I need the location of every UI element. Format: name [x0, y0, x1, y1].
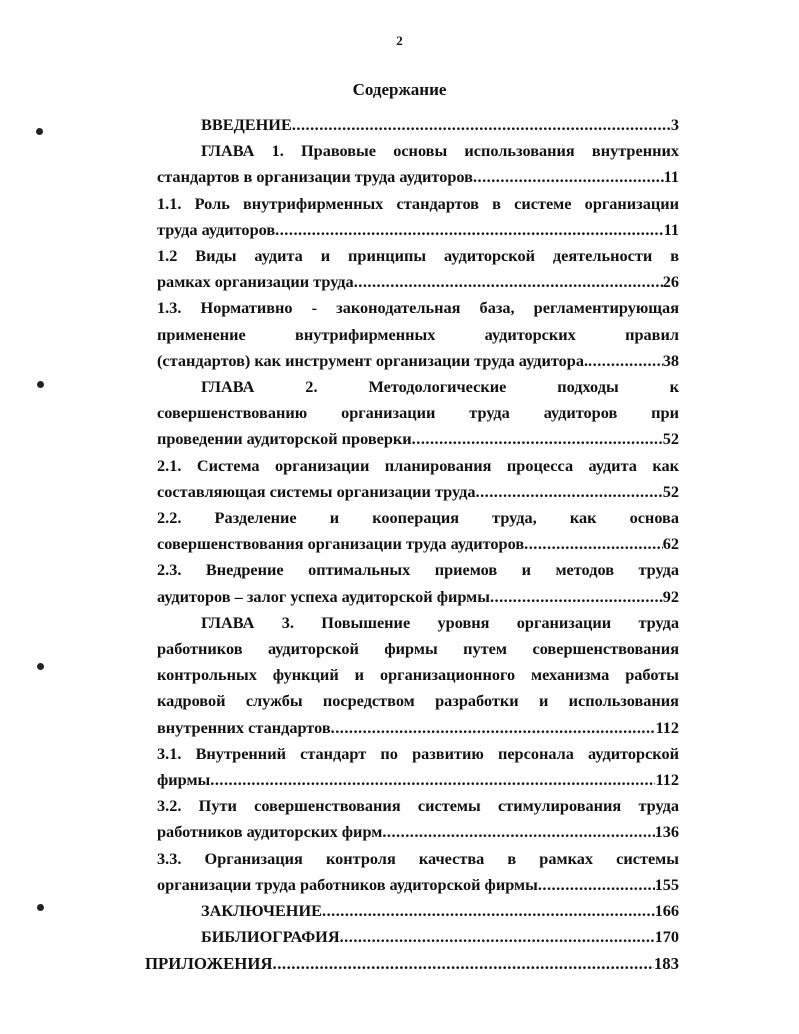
toc-entry-title: труда аудиторов — [157, 219, 276, 239]
toc-entry-title: ЗАКЛЮЧЕНИЕ — [201, 901, 322, 921]
toc-entry-line: 2.3. Внедрение оптимальных приемов и методов труда — [157, 560, 679, 580]
toc-entry-line: кадровой службы посредством разработки и использования — [157, 691, 679, 711]
toc-page-number: 3 — [670, 115, 679, 134]
toc-entry-line: 1.2 Виды аудита и принципы аудиторской деятельности в — [157, 246, 679, 266]
dot-leader — [340, 924, 655, 950]
toc-entry — [157, 505, 679, 557]
toc-entry — [157, 138, 679, 190]
toc-entry-line: ГЛАВА 1. Правовые основы использования внутренних — [201, 141, 679, 161]
toc-entry — [157, 557, 679, 609]
toc-entry-line: 2.1. Система организации планирования процесса аудита как — [157, 455, 679, 475]
toc-entry-title: стандартов в организации труда аудиторов — [157, 167, 473, 187]
toc-entry-title: (стандартов) как инструмент организации труда аудитора. — [157, 350, 589, 370]
toc-page-number: 62 — [662, 534, 679, 554]
dot-leader — [476, 479, 663, 505]
toc-entry-title: аудиторов – залог успеха аудиторской фирмы — [157, 586, 490, 606]
toc-entry — [145, 951, 679, 977]
toc-entry — [157, 453, 679, 505]
toc-entry-title: работников аудиторских фирм — [157, 822, 383, 842]
toc-entry — [157, 243, 679, 295]
toc-entry-line: 1.1. Роль внутрифирменных стандартов в системе организации — [157, 193, 679, 213]
toc-entry — [157, 610, 679, 741]
toc-entry-line: работников аудиторской фирмы путем совершенствования — [157, 639, 679, 659]
page-title: Содержание — [352, 80, 447, 99]
toc-entry-title: ПРИЛОЖЕНИЯ — [145, 953, 273, 973]
toc-entry-line: 3.1. Внутренний стандарт по развитию персонала аудиторской — [157, 743, 679, 763]
toc-page-number: 112 — [655, 770, 679, 790]
toc-entry — [157, 846, 679, 898]
page-number: 2 — [396, 33, 403, 48]
toc-entry — [157, 112, 679, 138]
toc-entry-line: применение внутрифирменных аудиторских правил — [157, 324, 679, 344]
dot-leader — [490, 584, 663, 610]
toc-page-number: 11 — [663, 219, 679, 239]
dot-leader — [524, 531, 663, 557]
toc-page-number: 11 — [663, 167, 679, 187]
toc-entry-title: фирмы — [157, 770, 211, 790]
toc-entry-line: 3.2. Пути совершенствования системы стимулирования труда — [157, 796, 679, 816]
dot-leader — [273, 951, 654, 977]
dot-leader — [354, 269, 663, 295]
toc-entry-line: 2.2. Разделение и кооперация труда, как основа — [157, 508, 679, 528]
toc-entry — [157, 374, 679, 453]
toc-entry-title: внутренних стандартов — [157, 717, 331, 737]
toc-entry-title: совершенствования организации труда аудиторов — [157, 534, 525, 554]
toc-page-number: 52 — [662, 481, 679, 501]
dot-leader — [292, 112, 671, 138]
punch-hole-icon — [36, 128, 43, 135]
dot-leader — [538, 872, 655, 898]
dot-leader — [382, 819, 654, 845]
toc-entry-title: рамках организации труда — [157, 272, 354, 292]
toc-entry-line: ГЛАВА 3. Повышение уровня организации труда — [201, 612, 679, 632]
toc-entry-line: 1.3. Нормативно - законодательная база, регламентирующая — [157, 298, 679, 318]
toc-page-number: 155 — [654, 874, 679, 894]
toc-entry — [157, 924, 679, 950]
dot-leader — [331, 715, 656, 741]
toc-page-number: 166 — [654, 901, 679, 921]
toc-page-number: 92 — [662, 586, 679, 606]
toc-entry-line: 3.3. Организация контроля качества в рамках системы — [157, 848, 679, 868]
punch-hole-icon — [37, 904, 44, 911]
dot-leader — [210, 767, 655, 793]
dot-leader — [412, 426, 663, 452]
toc-page-number: 112 — [655, 717, 679, 737]
toc-page-number: 52 — [662, 429, 679, 449]
toc-entry-line: совершенствованию организации труда аудиторов при — [157, 403, 679, 423]
toc-page-number: 136 — [654, 822, 679, 842]
toc-entry-title: организации труда работников аудиторской фирмы — [157, 874, 538, 894]
toc-page-number: 26 — [662, 272, 679, 292]
toc-entry-title: проведении аудиторской проверки — [157, 429, 412, 449]
punch-hole-icon — [37, 663, 44, 670]
toc-entry — [157, 898, 679, 924]
toc-page-number: 170 — [654, 927, 679, 947]
toc-entry — [157, 793, 679, 845]
toc-entry — [157, 295, 679, 374]
toc-entry — [157, 741, 679, 793]
toc-entry — [157, 191, 679, 243]
dot-leader — [275, 217, 663, 243]
dot-leader — [588, 348, 663, 374]
toc-entry-title: составляющая системы организации труда — [157, 481, 476, 501]
toc-entry-title: БИБЛИОГРАФИЯ — [201, 927, 340, 947]
dot-leader — [322, 898, 655, 924]
toc-entry-title: ВВЕДЕНИЕ — [201, 115, 292, 134]
punch-hole-icon — [37, 381, 44, 388]
toc-entry-line: контрольных функций и организационного механизма работы — [157, 665, 679, 685]
toc-page-number: 38 — [662, 350, 679, 370]
toc-entry-line: ГЛАВА 2. Методологические подходы к — [201, 377, 679, 397]
toc-page-number: 183 — [653, 953, 679, 973]
table-of-contents — [145, 112, 679, 977]
dot-leader — [473, 164, 664, 190]
